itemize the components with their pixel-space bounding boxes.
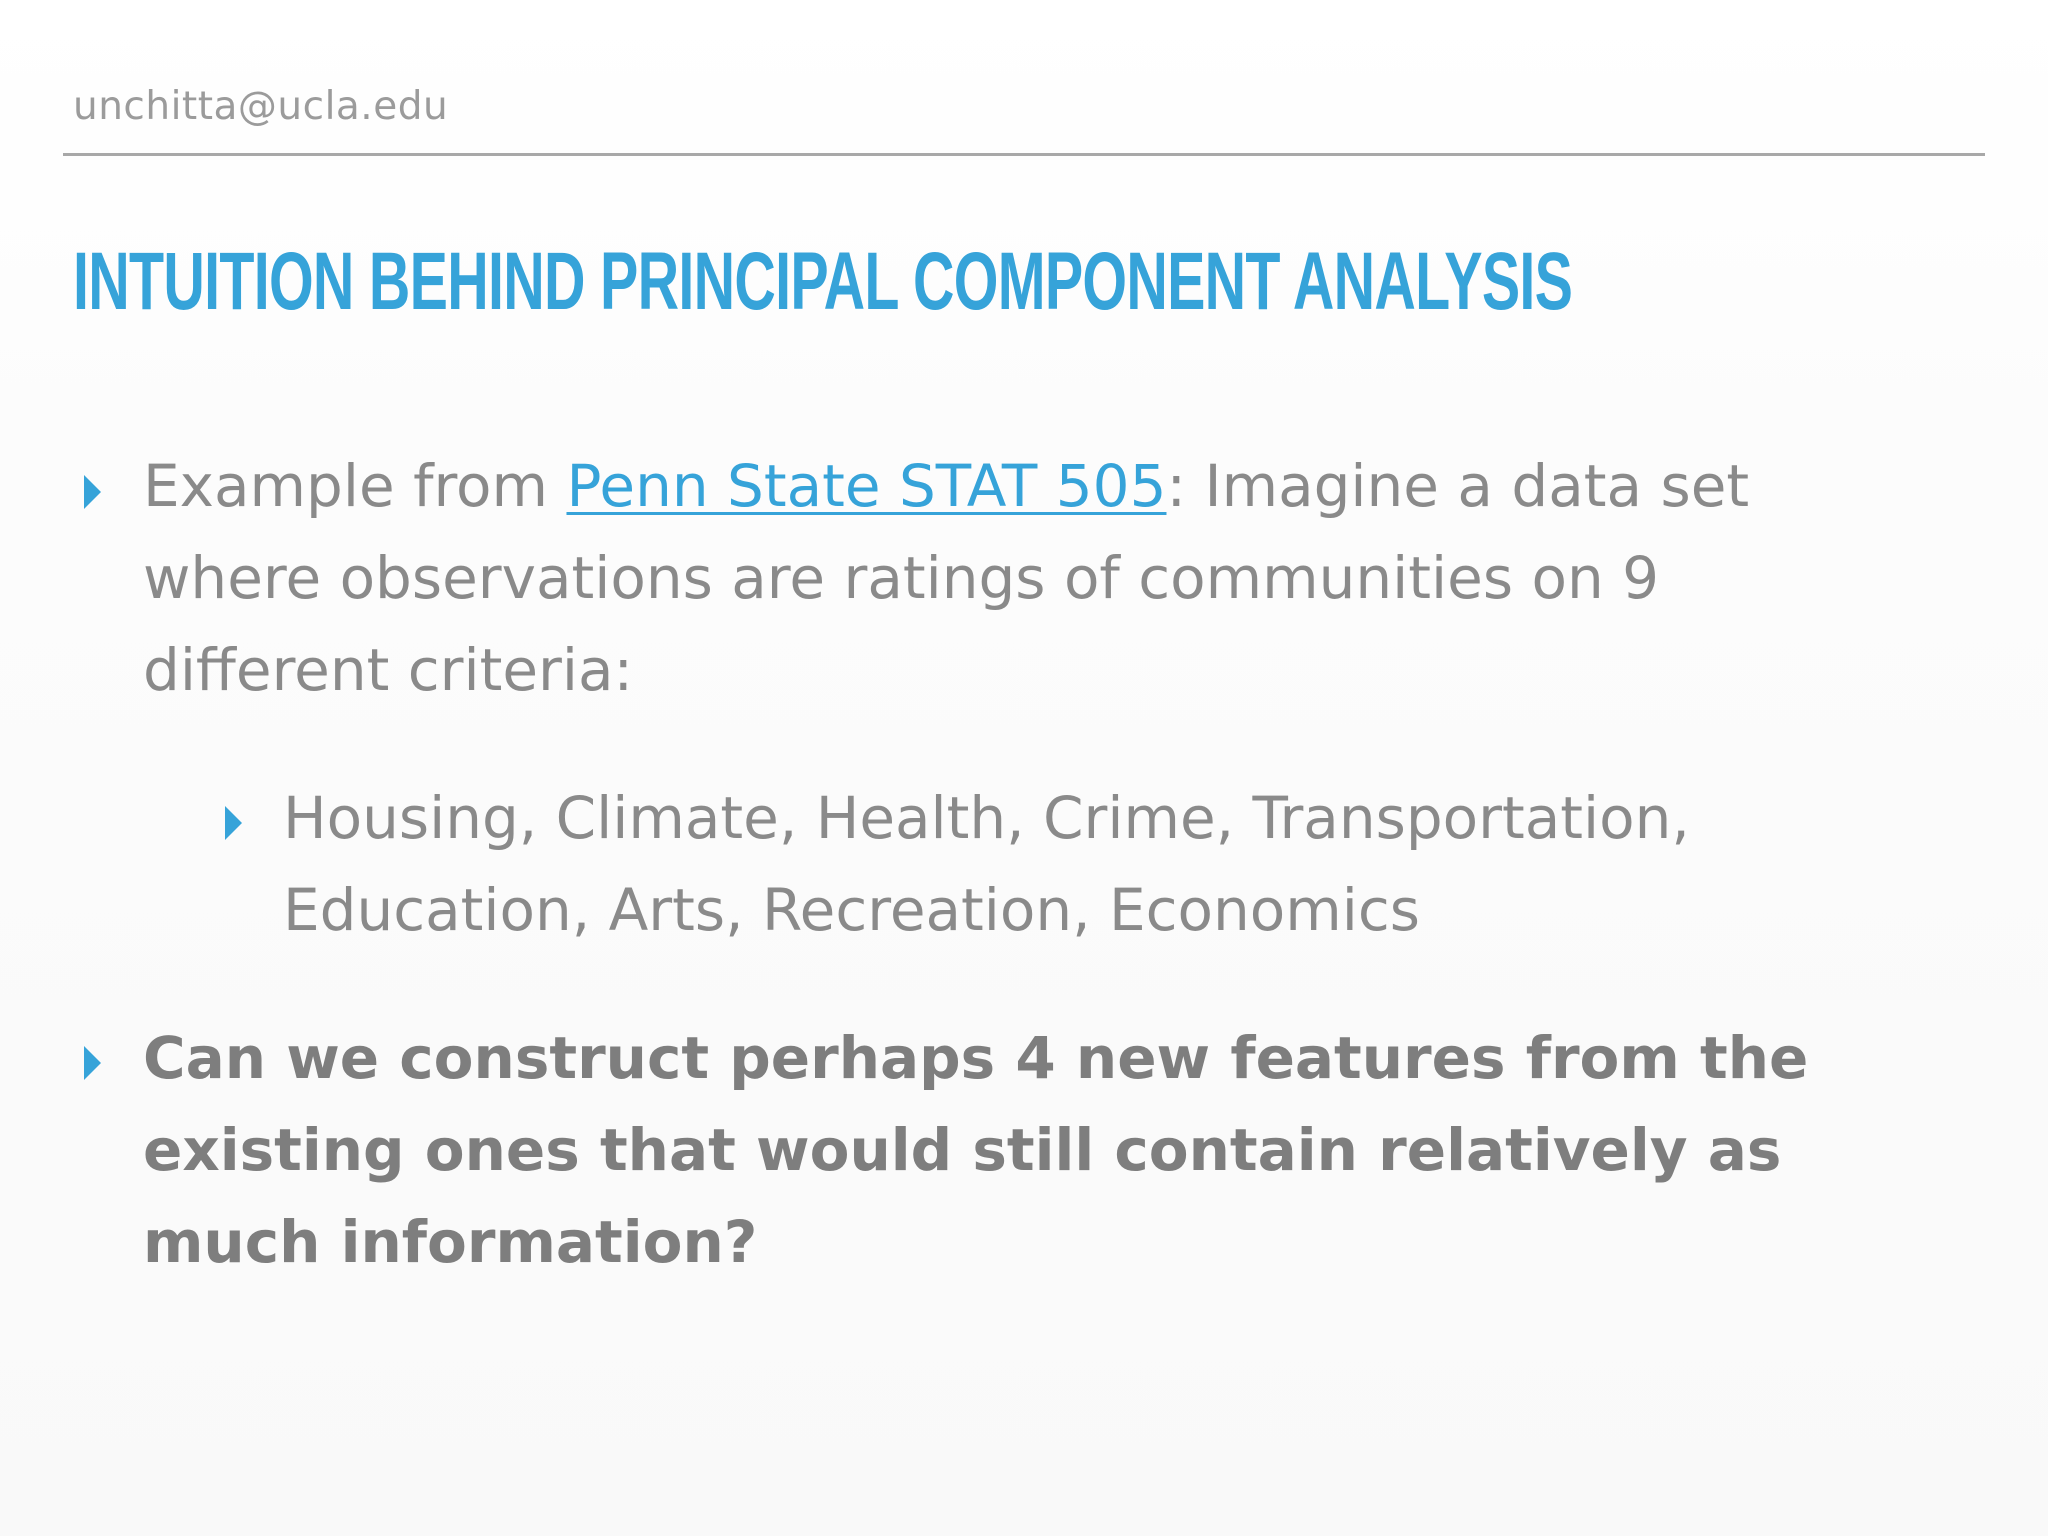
slide-title: INTUITION BEHIND PRINCIPAL COMPONENT ANALYSIS — [73, 236, 1573, 327]
triangle-right-icon — [225, 806, 242, 840]
example-prefix: Example from — [143, 452, 567, 520]
example-suffix: : Imagine a data set where observations are ratings of communities on 9 different criteria: — [143, 452, 1750, 704]
bullet-question-text: Can we construct perhaps 4 new features from the existing ones that would still contain relatively as much information? — [143, 1024, 1809, 1276]
bullet-criteria-text: Housing, Climate, Health, Crime, Transportation, Education, Arts, Recreation, Economics — [283, 784, 1690, 944]
triangle-right-icon — [84, 475, 101, 509]
penn-state-link[interactable]: Penn State STAT 505 — [566, 452, 1167, 520]
bullet-example-text — [143, 440, 1923, 716]
header-divider — [63, 153, 1985, 156]
header-email: unchitta@ucla.edu — [73, 84, 449, 129]
triangle-right-icon — [84, 1046, 101, 1080]
